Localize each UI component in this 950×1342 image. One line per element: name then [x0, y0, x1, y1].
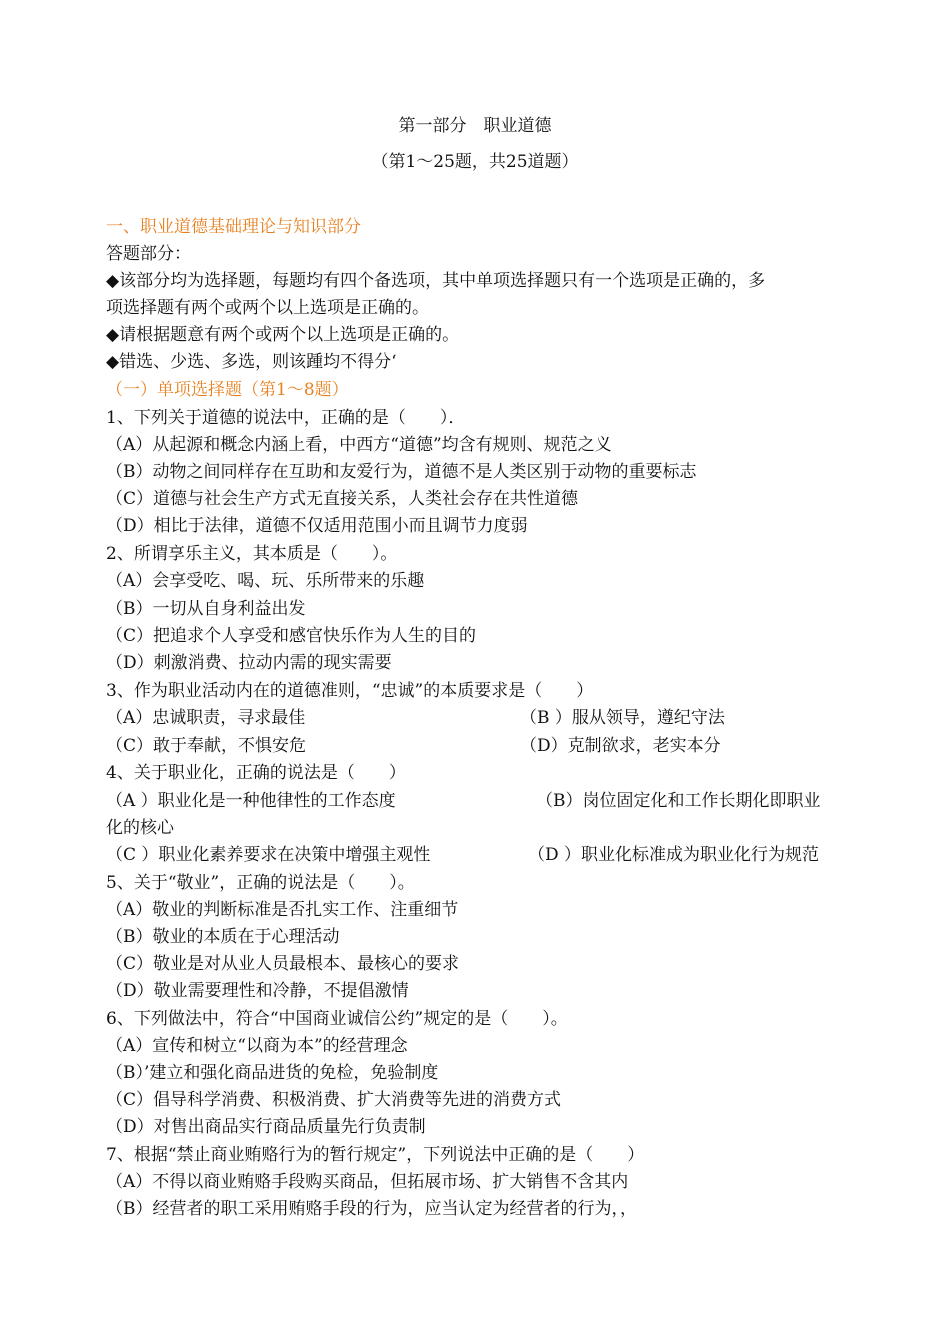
- question-4-option-a: （A ）职业化是一种他律性的工作态度: [106, 791, 396, 811]
- question-2-stem: 2、所谓享乐主义，其本质是（ ）。: [106, 544, 398, 564]
- question-6-option-b: （B）’建立和强化商品进货的免检，免验制度: [106, 1063, 439, 1083]
- question-2-option-d: （D）刺激消费、拉动内需的现实需要: [106, 653, 392, 673]
- question-1-option-d: （D）相比于法律，道德不仅适用范围小而且调节力度弱: [106, 516, 528, 536]
- question-6-option-d: （D）对售出商品实行商品质量先行负责制: [106, 1117, 426, 1137]
- question-5-option-b: （B）敬业的本质在于心理活动: [106, 927, 340, 947]
- question-2-option-a: （A）会享受吃、喝、玩、乐所带来的乐趣: [106, 571, 425, 591]
- question-2-option-c: （C）把追求个人享受和感官快乐作为人生的目的: [106, 626, 477, 646]
- question-7-option-b: （B）经营者的职工采用贿赂手段的行为，应当认定为经营者的行为，，: [106, 1199, 637, 1219]
- question-1-option-b: （B）动物之间同样存在互助和友爱行为，道德不是人类区别于动物的重要标志: [106, 462, 697, 482]
- question-7-option-a: （A）不得以商业贿赂手段购买商品，但拓展市场、扩大销售不含其内: [106, 1172, 629, 1192]
- question-3-option-d: （D）克制欲求，老实本分: [520, 736, 721, 756]
- question-5-option-a: （A）敬业的判断标准是否扎实工作、注重细节: [106, 900, 459, 920]
- question-3-stem: 3、作为职业活动内在的道德准则，“忠诚”的本质要求是（ ）: [106, 681, 594, 701]
- question-3-option-a: （A）忠诚职责，寻求最佳: [106, 708, 306, 728]
- question-6-stem: 6、下列做法中，符合“中国商业诚信公约”规定的是（ ）。: [106, 1009, 568, 1029]
- answer-label: 答题部分：: [106, 244, 191, 264]
- subsection-heading: （一）单项选择题（第1～8题）: [106, 380, 349, 400]
- note-line-1: ◆该部分均为选择题，每题均有四个备选项，其中单项选择题只有一个选项是正确的，多: [106, 271, 766, 291]
- question-4-stem: 4、关于职业化，正确的说法是（ ）: [106, 763, 406, 783]
- question-4-option-d: （D ）职业化标准成为职业化行为规范: [528, 845, 820, 865]
- question-2-option-b: （B）一切从自身利益出发: [106, 599, 306, 619]
- question-1-stem: 1、下列关于道德的说法中，正确的是（ ）．: [106, 408, 466, 428]
- question-4-option-c: （C ）职业化素养要求在决策中增强主观性: [106, 845, 431, 865]
- question-5-stem: 5、关于“敬业”，正确的说法是（ ）。: [106, 873, 415, 893]
- page-subtitle: （第1～25题，共25道题）: [371, 152, 579, 172]
- question-4-option-b-continued: 化的核心: [106, 818, 174, 838]
- question-1-option-c: （C）道德与社会生产方式无直接关系，人类社会存在共性道德: [106, 489, 579, 509]
- note-line-3: ◆请根据题意有两个或两个以上选项是正确的。: [106, 325, 460, 345]
- question-3-option-b: （B ）服从领导，遵纪守法: [520, 708, 725, 728]
- question-7-stem: 7、根据“禁止商业贿赂行为的暂行规定”，下列说法中正确的是（ ）: [106, 1145, 645, 1165]
- note-line-4: ◆错选、少选、多选，则该踵均不得分‘: [106, 352, 397, 372]
- question-5-option-c: （C）敬业是对从业人员最根本、最核心的要求: [106, 954, 460, 974]
- question-1-option-a: （A）从起源和概念内涵上看，中西方“道德”均含有规则、规范之义: [106, 435, 612, 455]
- page-title: 第一部分 职业道德: [398, 116, 552, 136]
- question-5-option-d: （D）敬业需要理性和冷静，不提倡激情: [106, 981, 409, 1001]
- question-4-option-b: （B）岗位固定化和工作长期化即职业: [536, 791, 821, 811]
- note-line-2: 项选择题有两个或两个以上选项是正确的。: [106, 298, 429, 318]
- question-3-option-c: （C）敢于奉献，不惧安危: [106, 736, 307, 756]
- question-6-option-c: （C）倡导科学消费、积极消费、扩大消费等先进的消费方式: [106, 1090, 562, 1110]
- section-heading: 一、职业道德基础理论与知识部分: [106, 217, 361, 237]
- question-6-option-a: （A）宣传和树立“以商为本”的经营理念: [106, 1036, 408, 1056]
